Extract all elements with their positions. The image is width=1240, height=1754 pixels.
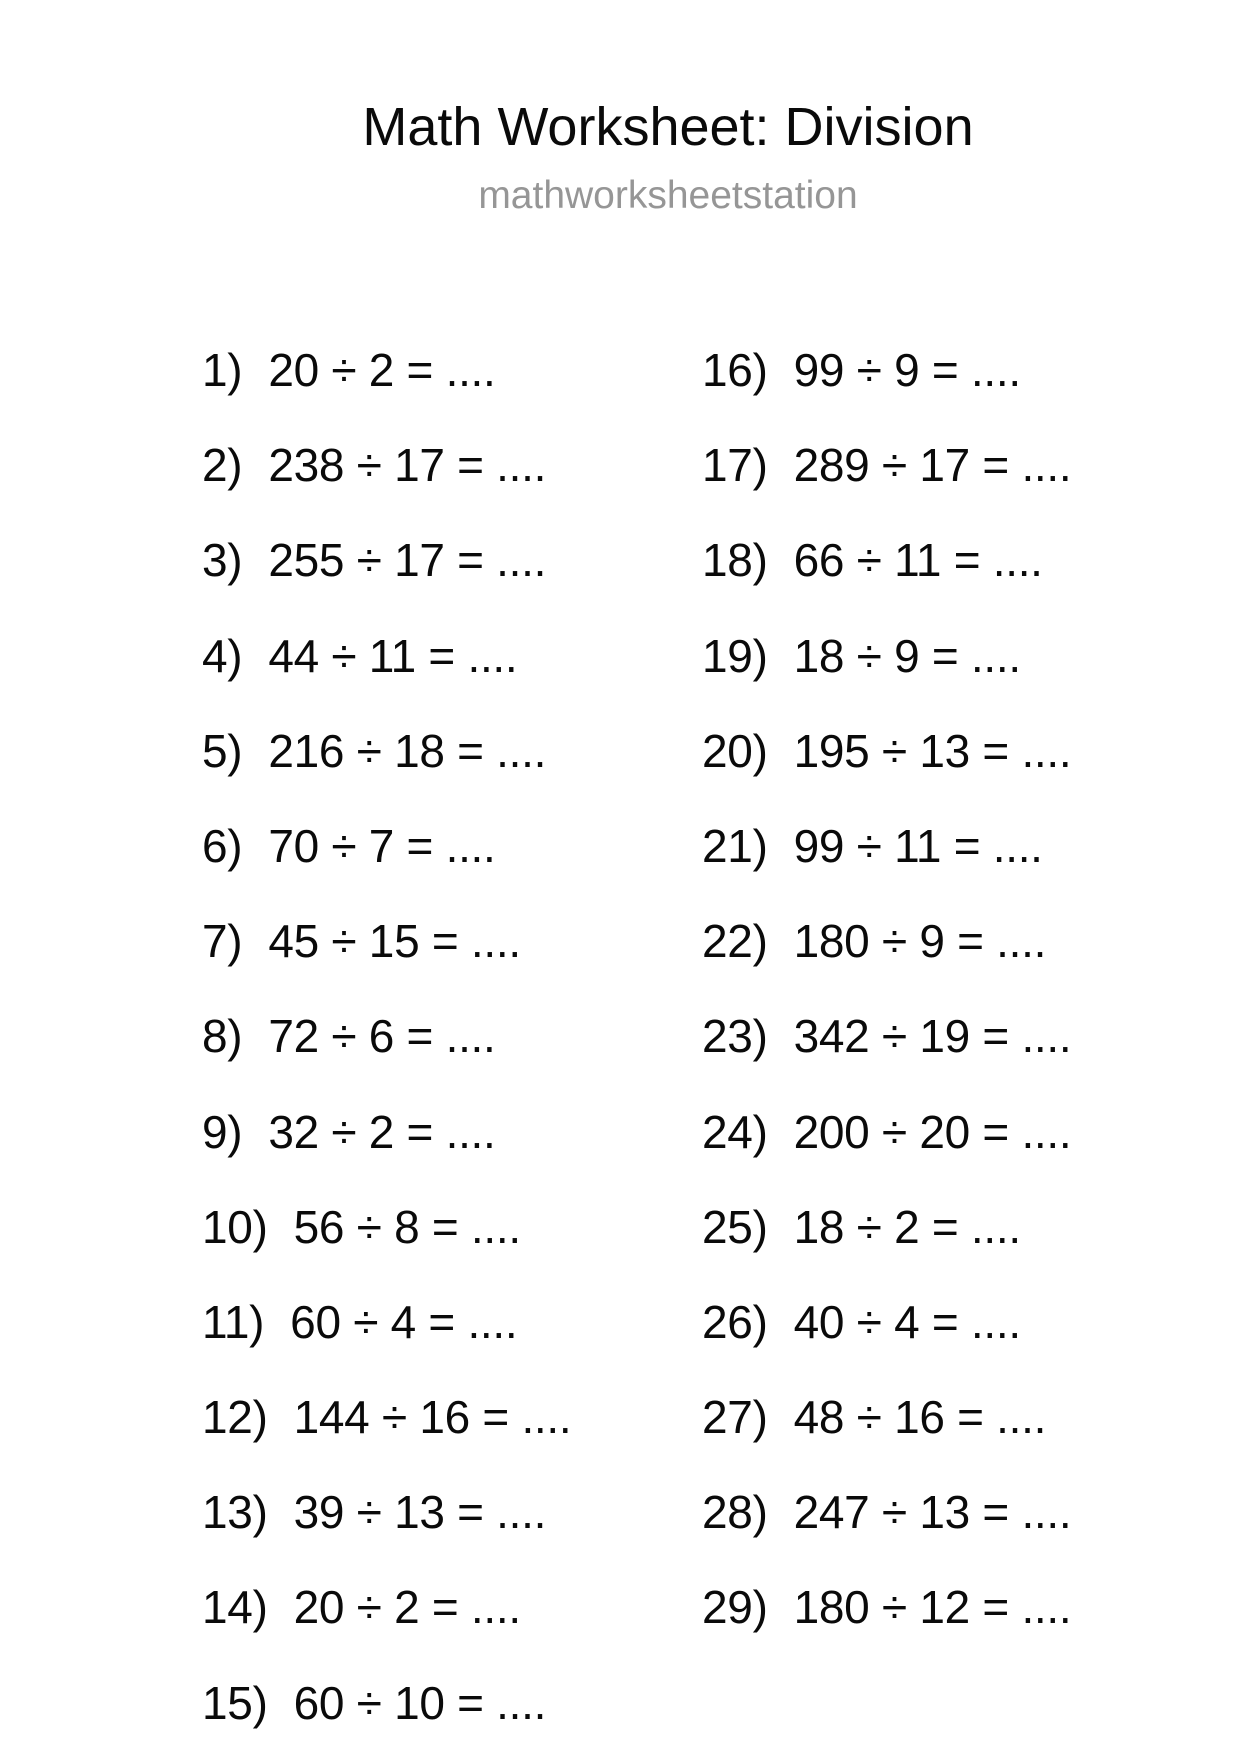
problem-expression: 45 ÷ 15 = .... xyxy=(268,915,521,968)
problem-number: 12) xyxy=(202,1391,268,1444)
problem-row xyxy=(702,894,1071,989)
problem-row xyxy=(702,1465,1071,1560)
problem-row xyxy=(202,1370,571,1465)
problem-number: 15) xyxy=(202,1676,268,1729)
problem-number: 18) xyxy=(702,534,768,587)
problem-row xyxy=(202,1085,571,1180)
problem-expression: 238 ÷ 17 = .... xyxy=(268,439,547,492)
problem-expression: 200 ÷ 20 = .... xyxy=(793,1105,1072,1158)
problem-expression: 44 ÷ 11 = .... xyxy=(268,629,518,682)
problem-number: 21) xyxy=(702,819,768,872)
problem-row xyxy=(702,704,1071,799)
problem-number: 5) xyxy=(202,724,243,777)
problem-expression: 20 ÷ 2 = .... xyxy=(293,1581,521,1634)
problem-row xyxy=(202,1560,571,1655)
problem-expression: 180 ÷ 12 = .... xyxy=(793,1581,1072,1634)
worksheet-subtitle: mathworksheetstation xyxy=(478,174,858,217)
problem-row xyxy=(202,1275,571,1370)
problem-row xyxy=(202,799,571,894)
problem-row xyxy=(202,989,571,1084)
problem-row xyxy=(702,1370,1071,1465)
problem-number: 29) xyxy=(702,1581,768,1634)
problem-expression: 99 ÷ 9 = .... xyxy=(793,344,1021,396)
problem-number: 20) xyxy=(702,724,768,777)
problem-expression: 60 ÷ 4 = .... xyxy=(290,1295,518,1348)
problem-row xyxy=(702,323,1071,418)
problem-number: 25) xyxy=(702,1200,768,1253)
problem-expression: 18 ÷ 9 = .... xyxy=(793,629,1021,682)
problem-number: 8) xyxy=(202,1010,243,1063)
problem-number: 28) xyxy=(702,1486,768,1539)
problem-number: 2) xyxy=(202,439,243,492)
problem-row xyxy=(702,1275,1071,1370)
problem-expression: 39 ÷ 13 = .... xyxy=(293,1486,547,1539)
problem-row xyxy=(702,609,1071,704)
problem-expression: 66 ÷ 11 = .... xyxy=(793,534,1043,587)
problem-row xyxy=(702,1560,1071,1655)
problem-expression: 144 ÷ 16 = .... xyxy=(293,1391,572,1444)
problem-row xyxy=(702,989,1071,1084)
problem-row xyxy=(202,609,571,704)
problem-row xyxy=(702,418,1071,513)
problem-number: 23) xyxy=(702,1010,768,1063)
problem-row xyxy=(702,799,1071,894)
problem-expression: 48 ÷ 16 = .... xyxy=(793,1391,1047,1444)
problem-expression: 180 ÷ 9 = .... xyxy=(793,915,1047,968)
problem-number: 13) xyxy=(202,1486,268,1539)
problem-row xyxy=(202,704,571,799)
problem-row xyxy=(702,1085,1071,1180)
problem-number: 3) xyxy=(202,534,243,587)
problem-expression: 72 ÷ 6 = .... xyxy=(268,1010,496,1063)
problem-expression: 70 ÷ 7 = .... xyxy=(268,819,496,872)
problem-row xyxy=(202,1180,571,1275)
problem-expression: 289 ÷ 17 = .... xyxy=(793,439,1072,492)
problem-row xyxy=(702,1180,1071,1275)
problem-row xyxy=(202,513,571,608)
problem-expression: 20 ÷ 2 = .... xyxy=(268,344,496,396)
problem-number: 24) xyxy=(702,1105,768,1158)
problem-row xyxy=(202,1656,571,1751)
problem-expression: 56 ÷ 8 = .... xyxy=(293,1200,521,1253)
problems-column-left xyxy=(202,323,571,1751)
problem-row xyxy=(702,513,1071,608)
problem-expression: 195 ÷ 13 = .... xyxy=(793,724,1072,777)
problem-number: 26) xyxy=(702,1295,768,1348)
problem-row xyxy=(202,1465,571,1560)
problem-number: 14) xyxy=(202,1581,268,1634)
problem-number: 4) xyxy=(202,629,243,682)
problem-expression: 342 ÷ 19 = .... xyxy=(793,1010,1072,1063)
problem-number: 9) xyxy=(202,1105,243,1158)
problem-number: 17) xyxy=(702,439,768,492)
problem-number: 6) xyxy=(202,819,243,872)
problem-row xyxy=(202,323,571,418)
problem-number: 10) xyxy=(202,1200,268,1253)
problem-row xyxy=(202,418,571,513)
problem-number: 19) xyxy=(702,629,768,682)
problem-number: 1) xyxy=(202,344,243,396)
problem-number: 11) xyxy=(202,1295,265,1348)
problem-expression: 247 ÷ 13 = .... xyxy=(793,1486,1072,1539)
worksheet-title: Math Worksheet: Division xyxy=(362,97,974,157)
problem-expression: 216 ÷ 18 = .... xyxy=(268,724,547,777)
problems-column-right xyxy=(702,323,1071,1656)
problem-expression: 32 ÷ 2 = .... xyxy=(268,1105,496,1158)
problem-number: 22) xyxy=(702,915,768,968)
problem-expression: 255 ÷ 17 = .... xyxy=(268,534,547,587)
problem-row xyxy=(202,894,571,989)
problem-number: 16) xyxy=(702,344,768,396)
problem-expression: 40 ÷ 4 = .... xyxy=(793,1295,1021,1348)
problem-number: 7) xyxy=(202,915,243,968)
problem-expression: 99 ÷ 11 = .... xyxy=(793,819,1043,872)
problem-number: 27) xyxy=(702,1391,768,1444)
problem-expression: 60 ÷ 10 = .... xyxy=(293,1676,547,1729)
problem-expression: 18 ÷ 2 = .... xyxy=(793,1200,1021,1253)
